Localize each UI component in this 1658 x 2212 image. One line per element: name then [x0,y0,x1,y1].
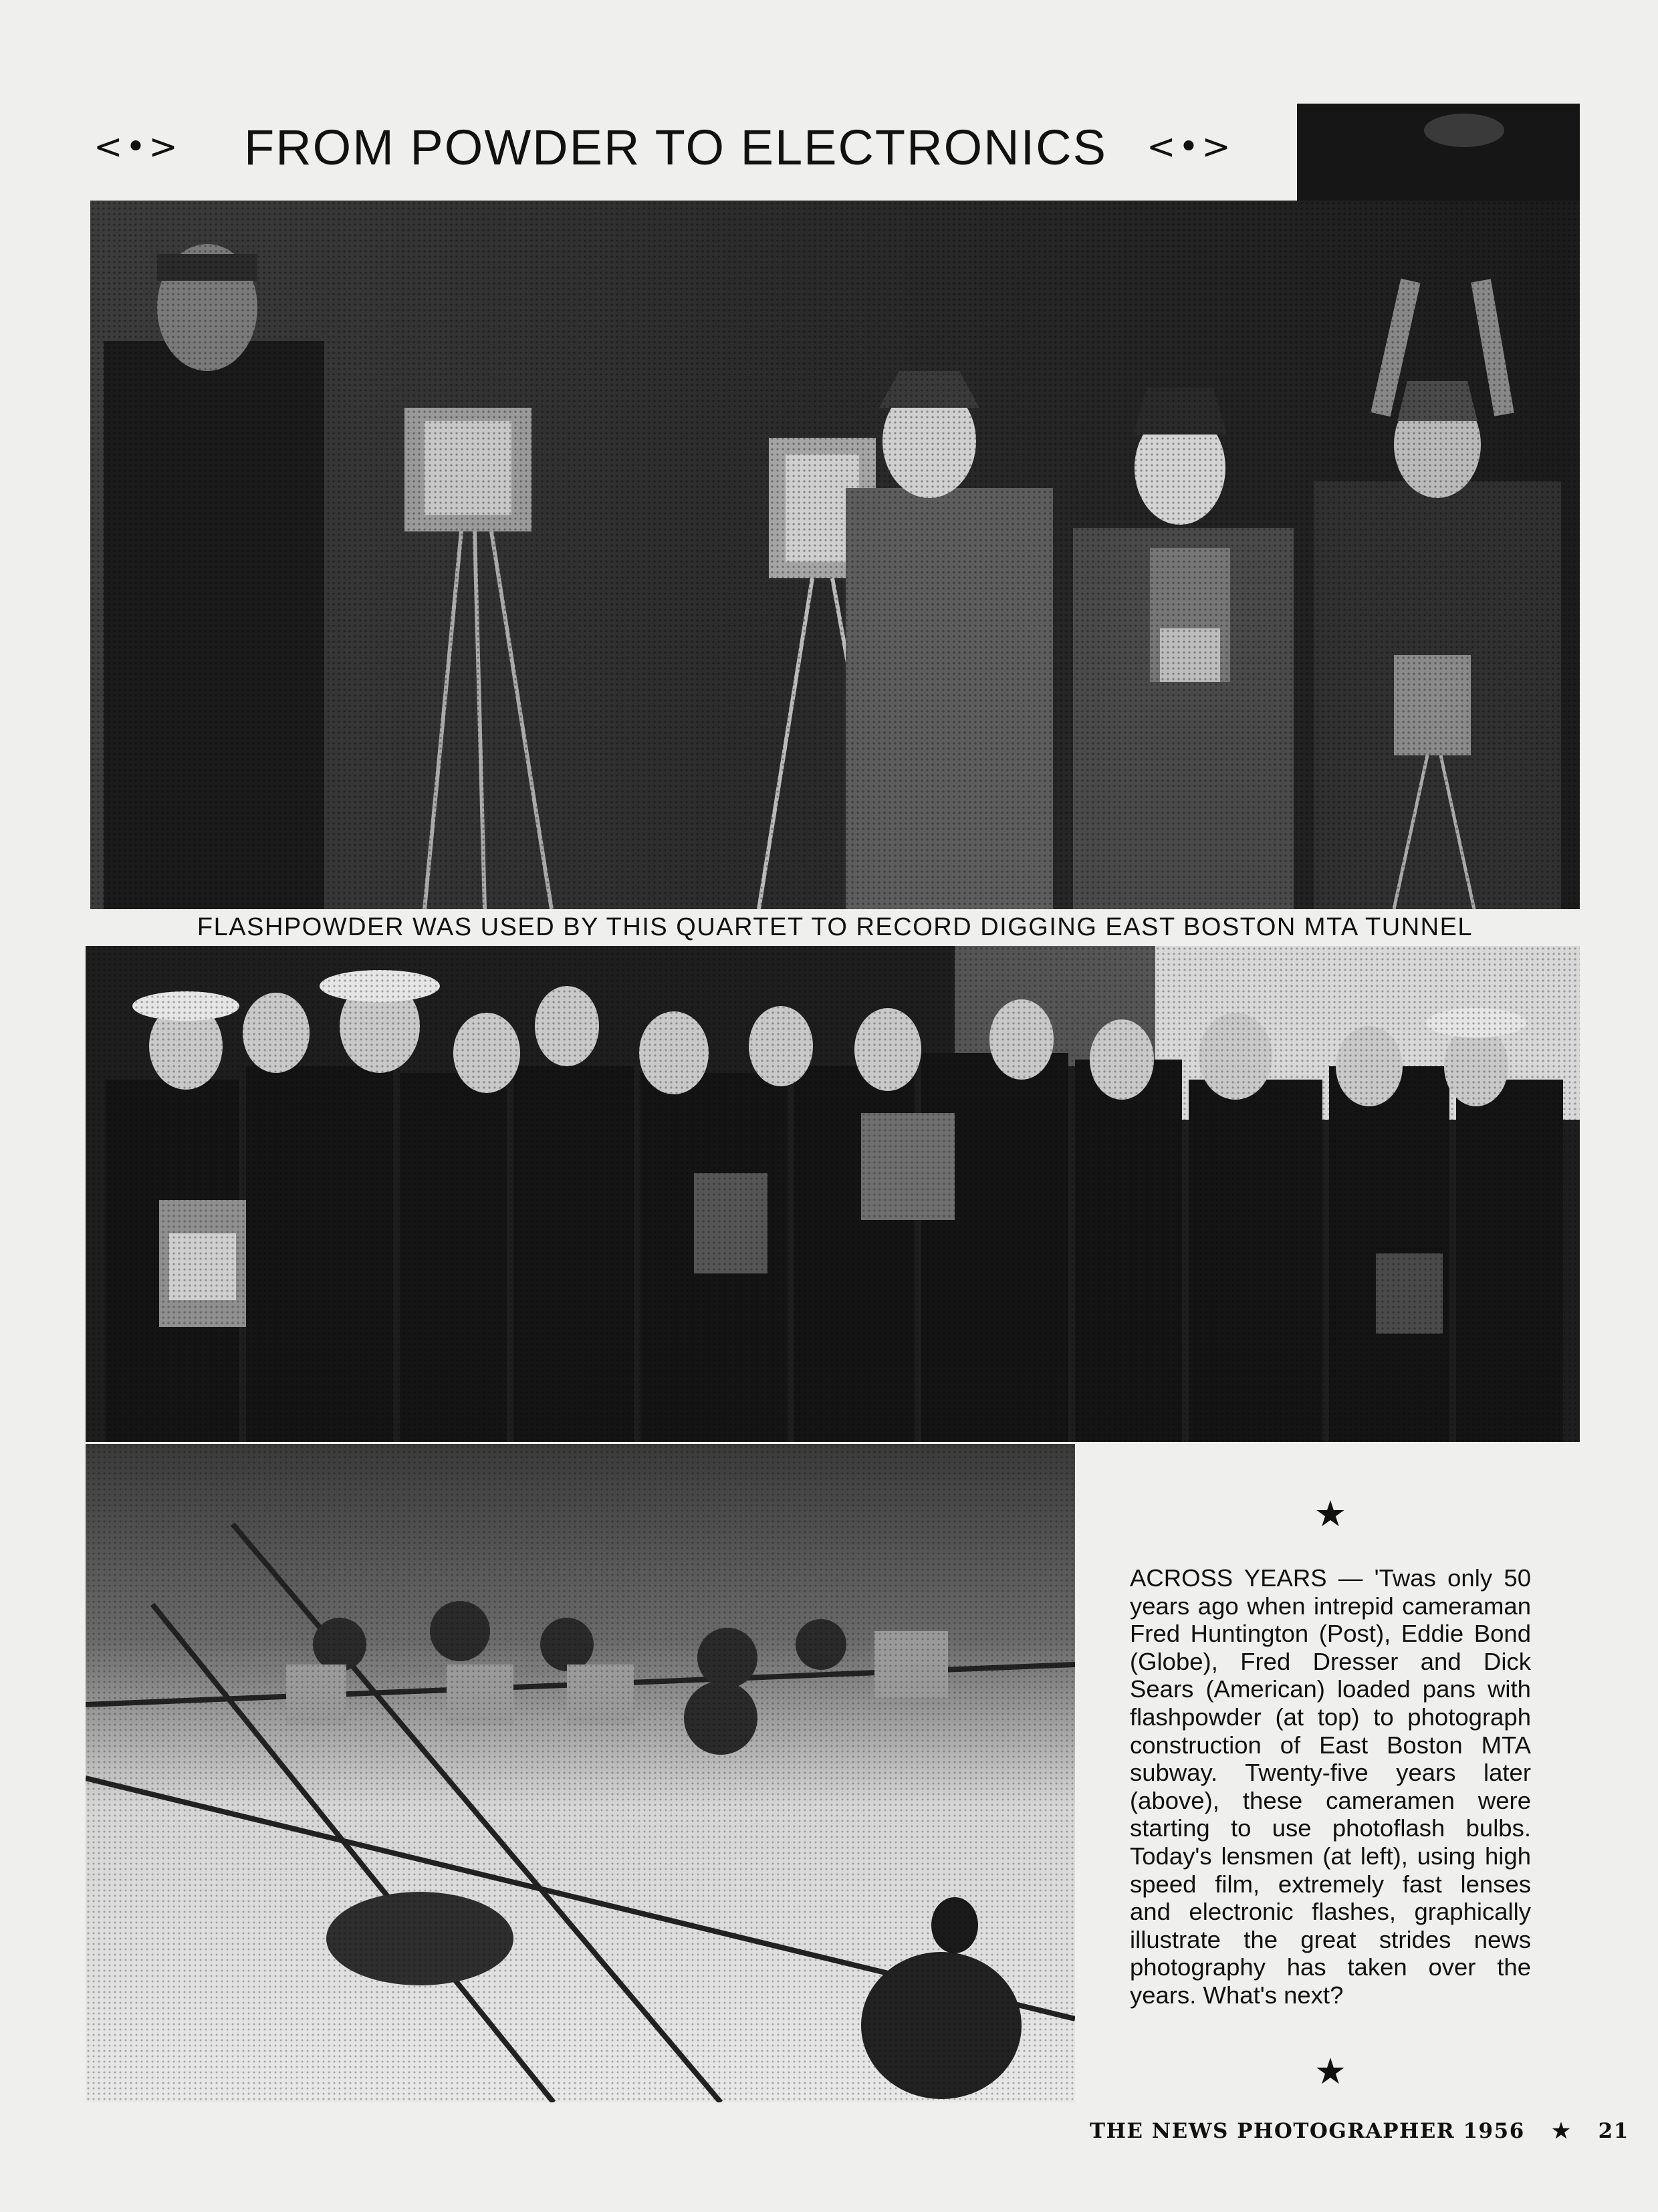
star-icon-bottom: ★ [1314,2050,1347,2092]
publication-name: THE NEWS PHOTOGRAPHER 1956 [1090,2119,1525,2143]
page-footer [1090,2119,1629,2143]
article-body: ACROSS YEARS — 'Twas only 50 years ago when intrepid cameraman Fred Huntington (Post), Eddie Bond (Globe), Fred Dresser and Dick Sears (American) loaded pans with flashpowder (at top) to photograph construction of East Boston MTA subway. Twenty-five years later (above), these cameramen were starting to use photoflash bulbs. Today's lensmen (at left), using high speed film, extremely fast lenses and electronic flashes, graphically illustrate the great strides news photography has taken over the years. What's next? [1130,1564,1531,2009]
footer-star-icon: ★ [1552,2119,1572,2143]
photoflash-group-photo [86,946,1580,1442]
page-number: 21 [1598,2119,1629,2143]
title-row [87,114,1290,194]
flashpowder-quartet-photo [90,201,1580,909]
ornament-left: <•> [94,127,181,167]
page-title: FROM POWDER TO ELECTRONICS [244,120,1107,175]
ornament-right: <•> [1147,127,1233,167]
star-icon-top: ★ [1314,1493,1347,1535]
ringside-photographers-photo [86,1444,1075,2102]
top-photo-corner [1297,104,1580,211]
top-photo-caption: FLASHPOWDER WAS USED BY THIS QUARTET TO RECORD DIGGING EAST BOSTON MTA TUNNEL [197,913,1473,941]
